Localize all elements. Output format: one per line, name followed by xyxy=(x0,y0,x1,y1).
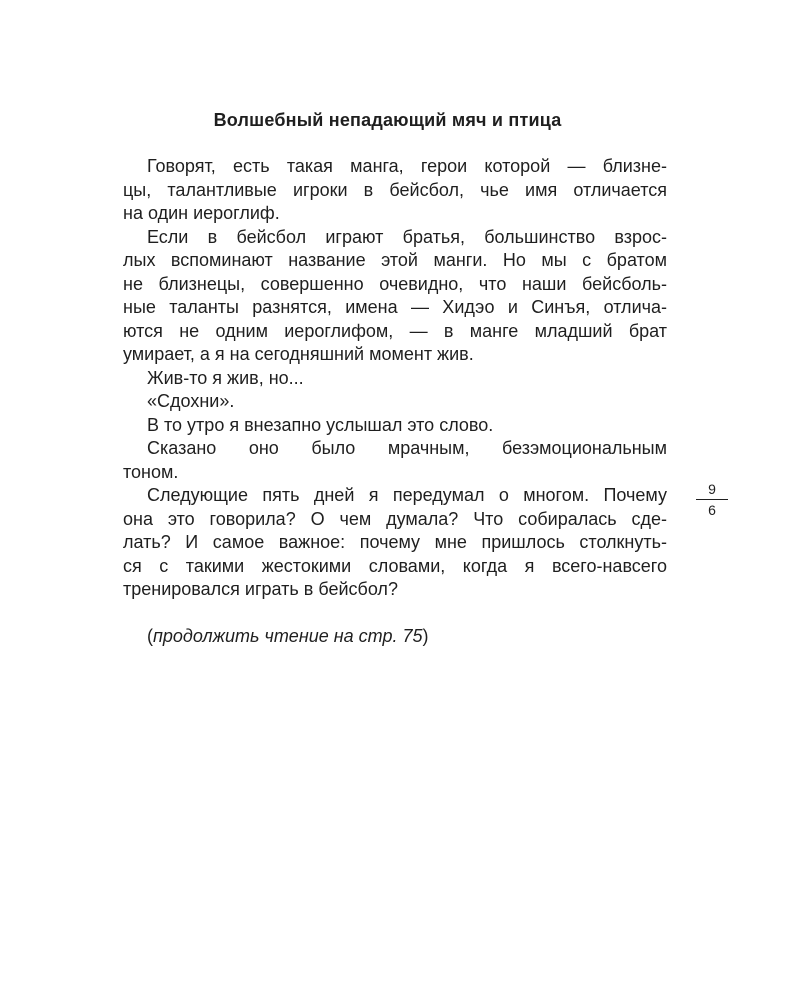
text-line: умирает, а я на сегодняшний момент жив. xyxy=(123,344,474,364)
text-line: на один иероглиф. xyxy=(123,203,280,223)
text-line: лых вспоминают название этой манги. Но мы с братом xyxy=(123,250,667,270)
text-line: Сказано оно было мрачным, безэмоциональным xyxy=(147,438,667,458)
text-line: тоном. xyxy=(123,461,179,482)
text-line: тренировался играть в бейсбол? xyxy=(123,579,398,599)
continue-reading-note xyxy=(147,625,667,649)
text-line: В то утро я внезапно услышал это слово. xyxy=(147,414,494,435)
text-line: Жив-то я жив, но... xyxy=(147,367,304,388)
page-number xyxy=(696,481,728,518)
text-line: она это говорила? О чем думала? Что собиралась сде- xyxy=(123,508,667,529)
text-line: ются не одним иероглифом, — в манге младший брат xyxy=(123,320,667,341)
continue-paren-open: ( xyxy=(147,626,153,646)
text-body xyxy=(123,155,667,649)
text-line: ся с такими жестокими словами, когда я всего-навсего xyxy=(123,555,667,576)
page-number-bottom: 6 xyxy=(708,502,716,518)
text-line: не близнецы, совершенно очевидно, что наши бейсболь- xyxy=(123,273,667,294)
continue-reading-text: продолжить чтение на стр. 75 xyxy=(153,626,423,646)
text-line: Если в бейсбол играют братья, большинство взрос- xyxy=(147,226,667,247)
text-line: Следующие пять дней я передумал о многом. Почему xyxy=(147,485,667,505)
text-line: ные таланты разнятся, имена — Хидэо и Синъя, отлича- xyxy=(123,297,667,317)
text-line: лать? И самое важное: почему мне пришлось столкнуть- xyxy=(123,532,667,552)
continue-paren-close: ) xyxy=(422,626,429,646)
page-title: Волшебный непадающий мяч и птица xyxy=(213,110,562,130)
text-line: «Сдохни». xyxy=(147,391,235,411)
text-line: цы, талантливые игроки в бейсбол, чье имя отличается xyxy=(123,179,667,200)
page-number-top: 9 xyxy=(708,481,716,497)
text-line: Говорят, есть такая манга, герои которой — близне- xyxy=(147,156,667,176)
page-number-divider xyxy=(696,499,728,500)
